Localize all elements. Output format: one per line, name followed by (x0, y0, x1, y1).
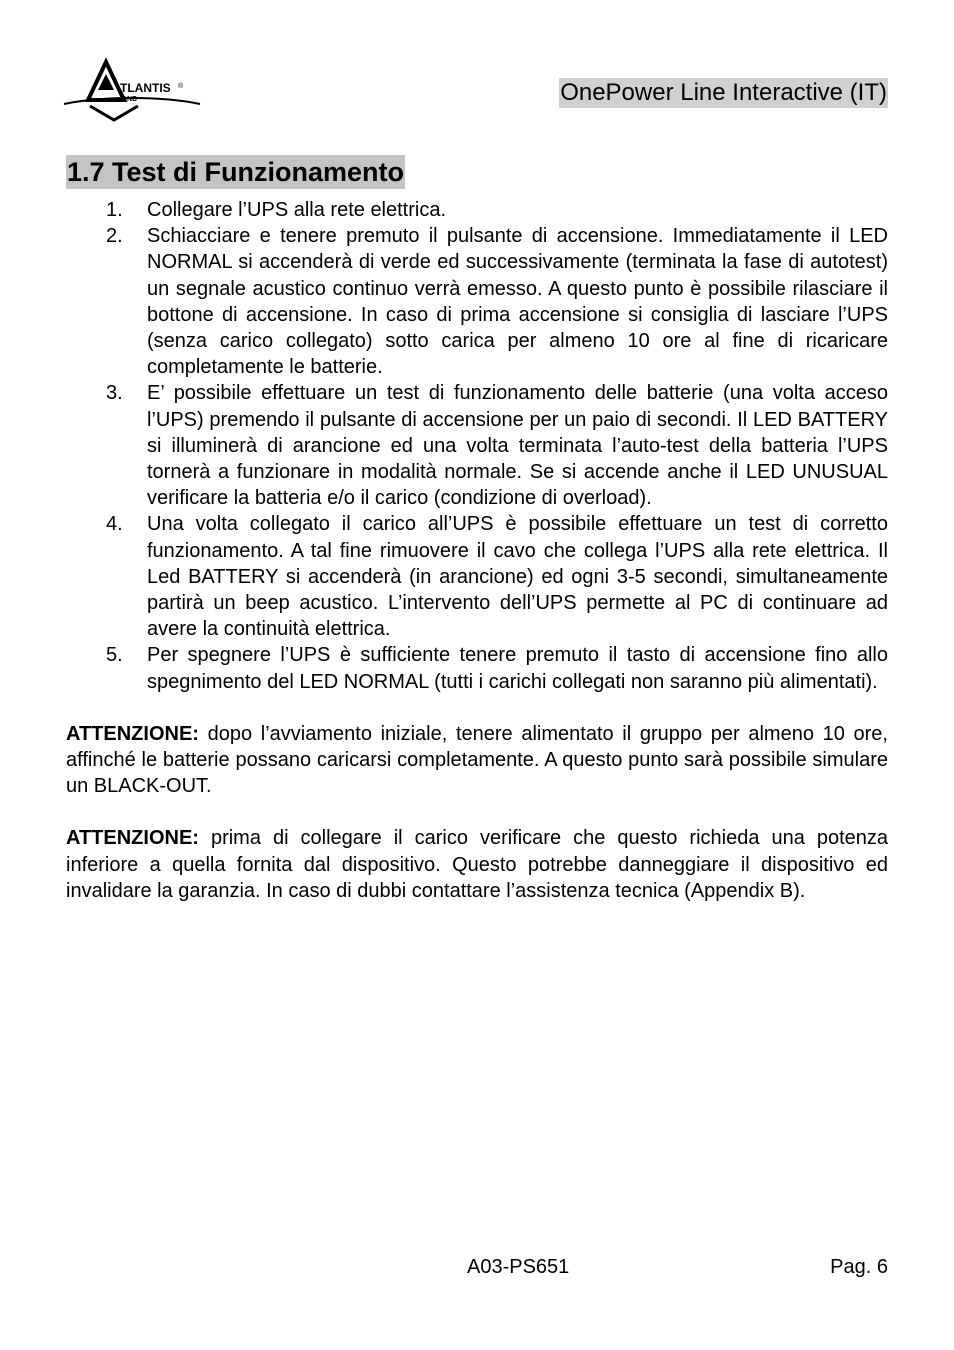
warning-note (66, 825, 888, 904)
page-content (66, 197, 888, 904)
list-item (66, 380, 888, 511)
list-item (66, 511, 888, 642)
list-item (66, 197, 888, 223)
svg-text:®: ® (178, 83, 184, 90)
step-text: Una volta collegato il carico all’UPS è possibile effettuare un test di corretto funzionamento. A tal fine rimuovere il cavo che collega l’UPS alla rete elettrica. Il Led BATTERY si accenderà (in arancione) ed ogni 3-5 secondi, simultaneamente partirà un beep acustico. L’intervento dell’UPS permette al PC di continuare ad avere la continuità elettrica. (147, 513, 888, 641)
document-title: OnePower Line Interactive (IT) (560, 79, 887, 106)
step-text: E’ possibile effettuare un test di funzionamento delle batterie (una volta acceso l’UPS) premendo il pulsante di accensione per un paio di secondi. Il LED BATTERY si illuminerà di arancione ed una volta terminata l’auto-test della batteria l’UPS tornerà a funzionare in modalità normale. Se si accende anche il LED UNUSUAL verificare la batteria e/o il carico (condizione di overload). (147, 382, 888, 510)
list-item (66, 223, 888, 380)
warning-note (66, 721, 888, 800)
warning-label: ATTENZIONE: (66, 722, 199, 745)
step-text: Collegare l’UPS alla rete elettrica. (147, 199, 447, 221)
svg-text:TLANTIS: TLANTIS (120, 81, 171, 95)
step-number: 1. (106, 199, 123, 221)
step-number: 3. (106, 382, 123, 405)
page-number: Pag. 6 (830, 1256, 888, 1278)
step-text: Per spegnere l’UPS è sufficiente tenere premuto il tasto di accensione fino allo spegnimento del LED NORMAL (tutti i carichi collegati non saranno più alimentati). (147, 644, 888, 693)
step-number: 4. (106, 513, 123, 536)
step-text: Schiacciare e tenere premuto il pulsante di accensione. Immediatamente il LED NORMAL si accenderà di verde ed successivamente (terminata la fase di autotest) un segnale acustico continuo verrà emesso. A questo punto è possibile rilasciare il bottone di accensione. In caso di prima accensione si consiglia di lasciare l’UPS (senza carico collegato) sotto carica per almeno 10 ore al fine di ricaricare completamente le batterie. (147, 225, 888, 379)
step-number: 2. (106, 225, 123, 248)
svg-text:AND: AND (122, 96, 138, 103)
warning-text: dopo l’avviamento iniziale, tenere alimentato il gruppo per almeno 10 ore, affinché le batterie possano caricarsi completamente. A questo punto sarà possibile simulare un BLACK-OUT. (66, 722, 888, 798)
steps-list (66, 197, 888, 695)
atlantis-land-logo (62, 58, 202, 124)
document-code: A03-PS651 (467, 1256, 570, 1278)
section-heading: 1.7 Test di Funzionamento (67, 157, 405, 187)
step-number: 5. (106, 644, 123, 667)
list-item (66, 642, 888, 694)
warning-label: ATTENZIONE: (66, 827, 199, 850)
warning-text: prima di collegare il carico verificare che questo richieda una potenza inferiore a quella fornita dal dispositivo. Questo potrebbe danneggiare il dispositivo ed invalidare la garanzia. In caso di dubbi contattare l’assistenza tecnica (Appendix B). (66, 827, 888, 902)
atlantis-logo-icon (62, 58, 202, 124)
